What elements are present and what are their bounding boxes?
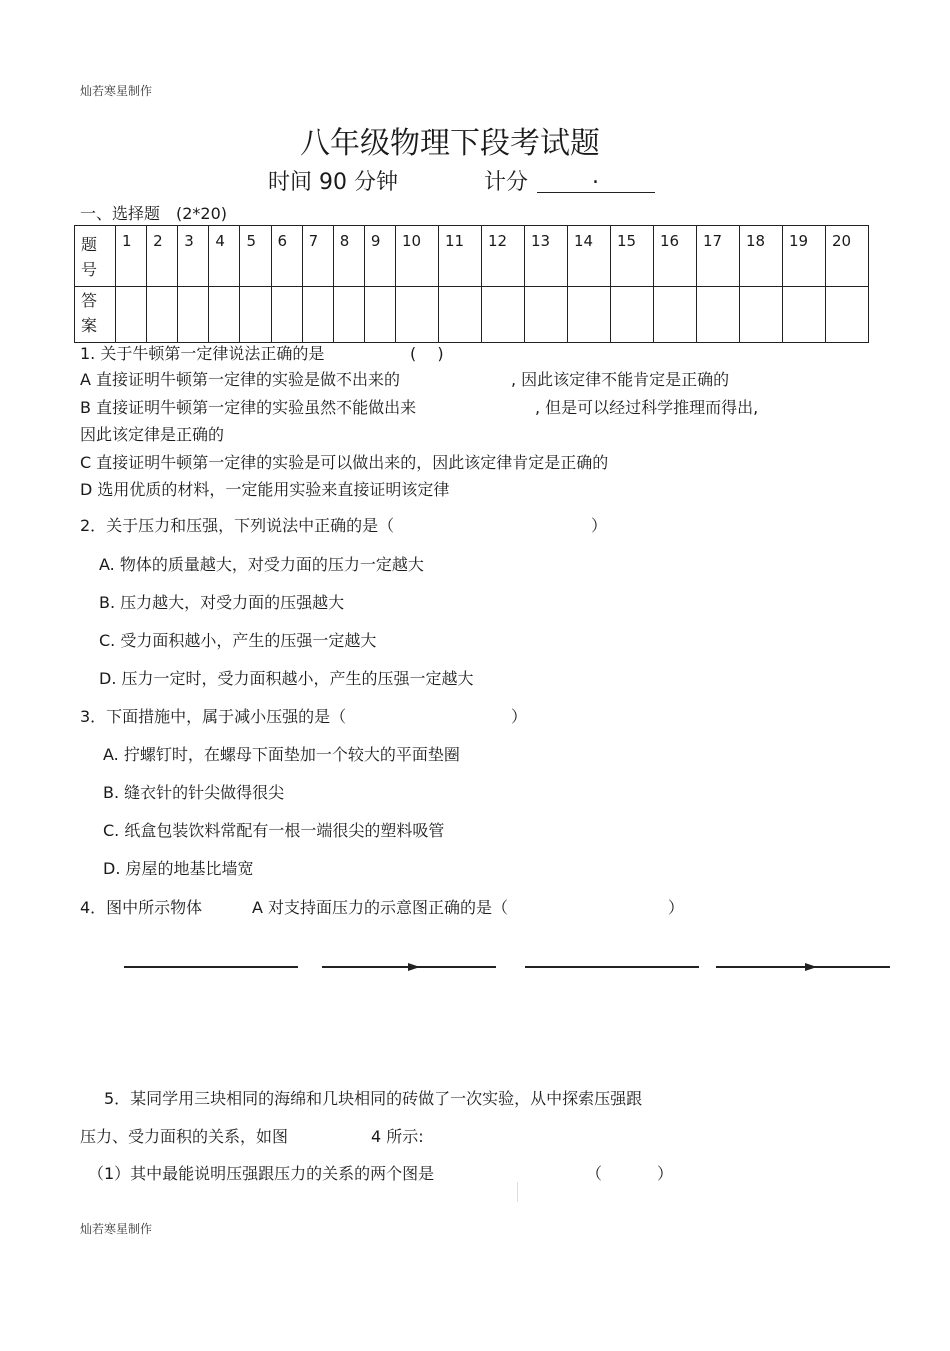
q1-option-b-line2: 因此该定律是正确的 <box>80 425 225 444</box>
answer-cell[interactable] <box>333 287 364 343</box>
answer-cell[interactable] <box>240 287 271 343</box>
q1-paren: ( ) <box>410 344 444 363</box>
answer-cell[interactable] <box>116 287 147 343</box>
answer-cell[interactable] <box>654 287 697 343</box>
question-number: 10 <box>396 226 439 287</box>
arrow-icon <box>805 963 817 971</box>
question-number: 9 <box>364 226 395 287</box>
q1-option-b-cont: , 但是可以经过科学推理而得出, <box>535 398 759 417</box>
question-number: 20 <box>826 226 869 287</box>
q2-stem: 2．关于压力和压强，下列说法中正确的是（ <box>80 516 395 535</box>
question-number: 15 <box>611 226 654 287</box>
q3-option-a: A. 拧螺钉时，在螺母下面垫加一个较大的平面垫圈 <box>103 745 460 764</box>
exam-title: 八年级物理下段考试题 <box>300 126 600 161</box>
question-number: 17 <box>697 226 740 287</box>
question-number: 5 <box>240 226 271 287</box>
q3-paren: ） <box>511 707 528 726</box>
answer-cell[interactable] <box>525 287 568 343</box>
q4-stem: 4．图中所示物体 <box>80 898 203 917</box>
answer-cell[interactable] <box>147 287 178 343</box>
q5-sub1-paren-left: （ <box>586 1164 603 1183</box>
q3-option-d: D. 房屋的地基比墙宽 <box>103 859 254 878</box>
q5-stem-line2-cont: 4 所示: <box>371 1127 424 1146</box>
q3-option-c: C. 纸盒包装饮料常配有一根一端很尖的塑料吸管 <box>103 821 445 840</box>
arrow-icon <box>408 963 420 971</box>
row-label-number: 题 号 <box>75 226 116 287</box>
q2-option-b: B. 压力越大，对受力面的压强越大 <box>99 593 345 612</box>
question-number: 4 <box>209 226 240 287</box>
answer-cell[interactable] <box>783 287 826 343</box>
question-number: 19 <box>783 226 826 287</box>
q4-paren: ） <box>668 898 685 917</box>
q5-sub1-paren-right: ） <box>657 1164 674 1183</box>
question-number: 3 <box>178 226 209 287</box>
page-footer: 灿若寒星制作 <box>80 1222 153 1236</box>
score-dot: . <box>592 164 599 189</box>
faint-divider <box>517 1182 518 1202</box>
q1-option-d: D 选用优质的材料，一定能用实验来直接证明该定律 <box>80 480 450 499</box>
q4-stem-cont: A 对支持面压力的示意图正确的是（ <box>252 898 509 917</box>
answer-cell[interactable] <box>271 287 302 343</box>
q3-option-b: B. 缝衣针的针尖做得很尖 <box>103 783 285 802</box>
q1-option-a-cont: , 因此该定律不能肯定是正确的 <box>511 370 730 389</box>
question-number: 11 <box>439 226 482 287</box>
q1-option-a: A 直接证明牛顿第一定律的实验是做不出来的 <box>80 370 401 389</box>
question-number: 2 <box>147 226 178 287</box>
row-label-answer: 答 案 <box>75 287 116 343</box>
answer-table-answer-row <box>75 287 869 343</box>
question-number: 18 <box>740 226 783 287</box>
section-heading: 一、选择题 (2*20) <box>80 204 228 223</box>
q5-stem: 5．某同学用三块相同的海绵和几块相同的砖做了一次实验，从中探索压强跟 <box>104 1089 643 1108</box>
answer-cell[interactable] <box>439 287 482 343</box>
answer-cell[interactable] <box>482 287 525 343</box>
question-number: 14 <box>568 226 611 287</box>
score-label: 计分 <box>484 170 529 195</box>
q2-option-d: D. 压力一定时，受力面积越小，产生的压强一定越大 <box>99 669 474 688</box>
answer-cell[interactable] <box>178 287 209 343</box>
q3-stem: 3．下面措施中，属于减小压强的是（ <box>80 707 347 726</box>
answer-cell[interactable] <box>826 287 869 343</box>
question-number: 8 <box>333 226 364 287</box>
answer-cell[interactable] <box>302 287 333 343</box>
q2-option-c: C. 受力面积越小，产生的压强一定越大 <box>99 631 377 650</box>
answer-cell[interactable] <box>396 287 439 343</box>
question-number: 6 <box>271 226 302 287</box>
question-number: 12 <box>482 226 525 287</box>
figure-line-d <box>716 966 890 968</box>
figure-line-c <box>525 966 699 968</box>
q5-sub1: （1）其中最能说明压强跟压力的关系的两个图是 <box>88 1164 435 1183</box>
answer-cell[interactable] <box>740 287 783 343</box>
question-number: 16 <box>654 226 697 287</box>
page-header: 灿若寒星制作 <box>80 84 153 98</box>
figure-line-a <box>124 966 298 968</box>
q2-option-a: A. 物体的质量越大，对受力面的压力一定越大 <box>99 555 424 574</box>
question-number: 13 <box>525 226 568 287</box>
question-number: 7 <box>302 226 333 287</box>
answer-cell[interactable] <box>697 287 740 343</box>
answer-cell[interactable] <box>611 287 654 343</box>
exam-time: 时间 90 分钟 <box>268 170 398 195</box>
q1-stem: 1. 关于牛顿第一定律说法正确的是 <box>80 344 325 363</box>
q1-option-b: B 直接证明牛顿第一定律的实验虽然不能做出来 <box>80 398 417 417</box>
answer-cell[interactable] <box>209 287 240 343</box>
answer-cell[interactable] <box>364 287 395 343</box>
question-number: 1 <box>116 226 147 287</box>
answer-table-number-row <box>75 226 869 287</box>
q1-option-c: C 直接证明牛顿第一定律的实验是可以做出来的，因此该定律肯定是正确的 <box>80 453 609 472</box>
score-blank <box>537 192 655 193</box>
q2-paren: ） <box>591 516 608 535</box>
answer-table <box>74 225 869 343</box>
q5-stem-line2: 压力、受力面积的关系，如图 <box>80 1127 289 1146</box>
answer-cell[interactable] <box>568 287 611 343</box>
